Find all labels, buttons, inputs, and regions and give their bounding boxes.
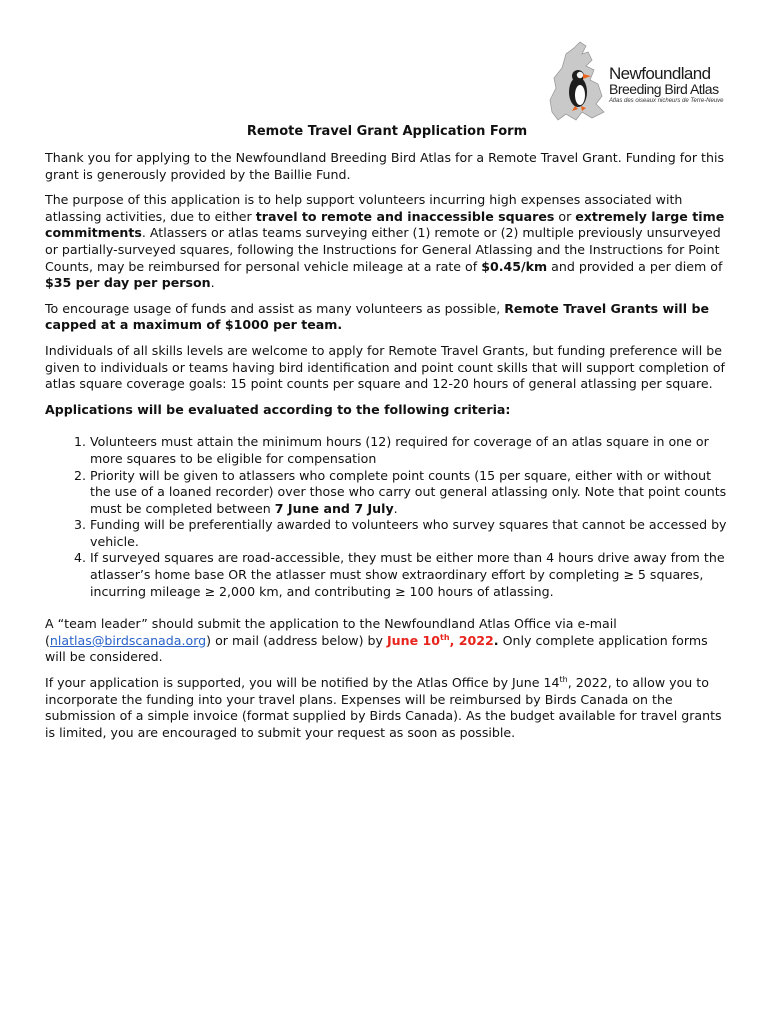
intro-paragraph: Thank you for applying to the Newfoundland Breeding Bird Atlas for a Remote Travel Grant. Funding for this grant is generously provided by the Baillie Fund. xyxy=(45,150,725,182)
criteria-heading: Applications will be evaluated according to the following criteria: xyxy=(45,401,511,417)
atlas-logo xyxy=(542,40,732,128)
email-link[interactable]: nlatlas@birdscanada.org xyxy=(49,632,207,648)
submission-paragraph: A “team leader” should submit the application to the Newfoundland Atlas Office via e-mail (nlatlas@birdscanada.org) or mail (address below) by June 10th, 2022. Only complete application forms will be considered. xyxy=(45,616,708,665)
logo-french-subtitle: Atlas des oiseaux nicheurs de Terre-Neuve xyxy=(609,98,724,104)
skills-paragraph: Individuals of all skills levels are welcome to apply for Remote Travel Grants, but funding preference will be given to individuals or teams having bird identification and point count skills that will support completion of atlas square coverage goals: 15 point counts per square and 12-20 hours of general atlassing per square. xyxy=(45,342,725,392)
logo-title-line2: Breeding Bird Atlas xyxy=(609,81,719,97)
list-item: 2. Priority will be given to atlassers who complete point counts (15 per square, either with or without the use of a loaned recorder) over those who carry out general atlassing only. Note that point counts must be completed between 7 June and 7 July. xyxy=(90,468,729,518)
page-title: Remote Travel Grant Application Form xyxy=(246,124,528,139)
document-body xyxy=(45,150,729,750)
cap-paragraph: To encourage usage of funds and assist as many volunteers as possible, Remote Travel Grants will be capped at a maximum of $1000 per team. xyxy=(45,300,709,333)
logo-title-line1: Newfoundland xyxy=(609,64,711,83)
list-item: 1. Volunteers must attain the minimum hours (12) required for coverage of an atlas square in one or more squares to be eligible for compensation xyxy=(90,434,729,467)
list-item: 4. If surveyed squares are road-accessible, they must be either more than 4 hours drive away from the atlasser’s home base OR the atlasser must show extraordinary effort by completing ≥ 5 squares, incurring mileage ≥ 2,000 km, and contributing ≥ 100 hours of atlassing. xyxy=(90,550,729,600)
criteria-list xyxy=(45,434,729,600)
deadline-date: June 10th, 2022 xyxy=(386,632,494,648)
list-item: 3. Funding will be preferentially awarded to volunteers who survey squares that cannot be accessed by vehicle. xyxy=(90,517,729,550)
purpose-paragraph: The purpose of this application is to help support volunteers incurring high expenses associated with atlassing activities, due to either travel to remote and inaccessible squares or extremely large time commitments. Atlassers or atlas teams surveying either (1) remote or (2) multiple previously unsurveyed or partially-surveyed squares, following the Instructions for General Atlassing and the Instructions for Point Counts, may be reimbursed for personal vehicle mileage at a rate of $0.45/km and provided a per diem of $35 per day per person. xyxy=(45,192,725,291)
notification-paragraph: If your application is supported, you will be notified by the Atlas Office by June 14th, 2022, to allow you to incorporate the funding into your travel plans. Expenses will be reimbursed by Birds Canada on the submission of a simple invoice (format supplied by Birds Canada). As the budget available for travel grants is limited, you are encouraged to submit your request as soon as possible. xyxy=(45,674,722,740)
